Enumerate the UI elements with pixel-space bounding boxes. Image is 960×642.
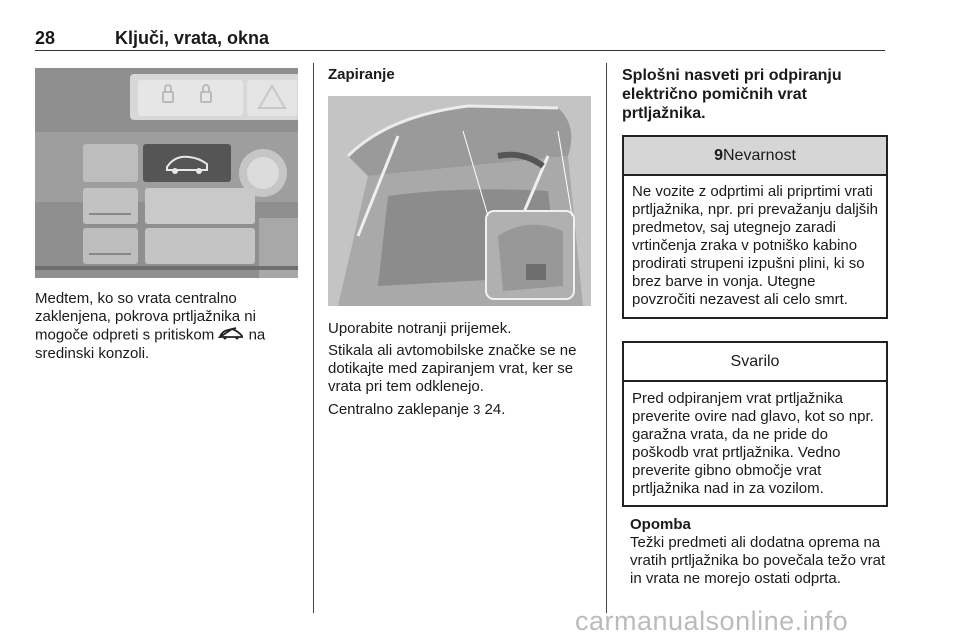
caution-title: Svarilo [624, 343, 886, 382]
chapter-title: Ključi, vrata, okna [115, 28, 270, 48]
console-buttons-figure [35, 68, 298, 278]
paragraph-central-locking-ref: Centralno zaklepanje 3 24. [328, 401, 506, 418]
paragraph-inner-handle: Uporabite notranji prijemek. [328, 320, 512, 337]
warning-box-header [624, 137, 886, 176]
page-reference-arrow-icon: 3 [473, 402, 481, 417]
site-watermark: carmanualsonline.info [575, 606, 849, 636]
paragraph-central-lock: Medtem, ko so vrata centralno zaklenjena, pokrova prtljažnika ni mogoče odpreti s pritiskom na sredinski konzoli. [35, 290, 266, 362]
note-text: Težki predmeti ali dodatna oprema na vratih prtljažnika bo povečala težo vrat in vrata ne morejo ostati odprta. [630, 534, 886, 587]
column-divider-1 [313, 63, 314, 613]
paragraph-switch-warning: Stikala ali avtomobilske značke se ne dotikajte med zapiranjem vrat, ker se vrata pri tem odklenejo. [328, 342, 577, 395]
page-header [35, 26, 885, 50]
page-number: 28 [35, 28, 56, 48]
caution-box [622, 341, 888, 507]
warning-box [622, 135, 888, 319]
section-heading-power-tailgate: Splošni nasveti pri odpiranju električno pomičnih vrat prtljažnika. [622, 67, 842, 122]
warning-text: Ne vozite z odprtimi ali priprtimi vrati prtljažnika, npr. pri prevažanju daljših predmetov, saj utegnejo zaradi vrtinčenja zraka v potniško kabino prodirati strupeni izpušni plini, ki so brez barve in vonja. Utegne povzročiti nezavest ali celo smrt. [632, 183, 878, 308]
header-divider [35, 50, 885, 51]
warning-triangle-icon: 9 [714, 147, 723, 164]
note-title: Opomba [630, 516, 691, 533]
car-trunk-open-icon [218, 326, 244, 345]
column-divider-2 [606, 63, 607, 613]
tailgate-handle-figure [328, 96, 591, 306]
caution-text: Pred odpiranjem vrat prtljažnika preverite ovire nad glavo, kot so npr. garažna vrata, da ne pride do poškodb vrat prtljažnika. Vedno preverite gibno območje vrat prtljažnika nad in za vozilom. [632, 390, 874, 497]
section-heading-zapiranje: Zapiranje [328, 66, 395, 83]
warning-title: Nevarnost [722, 147, 796, 164]
